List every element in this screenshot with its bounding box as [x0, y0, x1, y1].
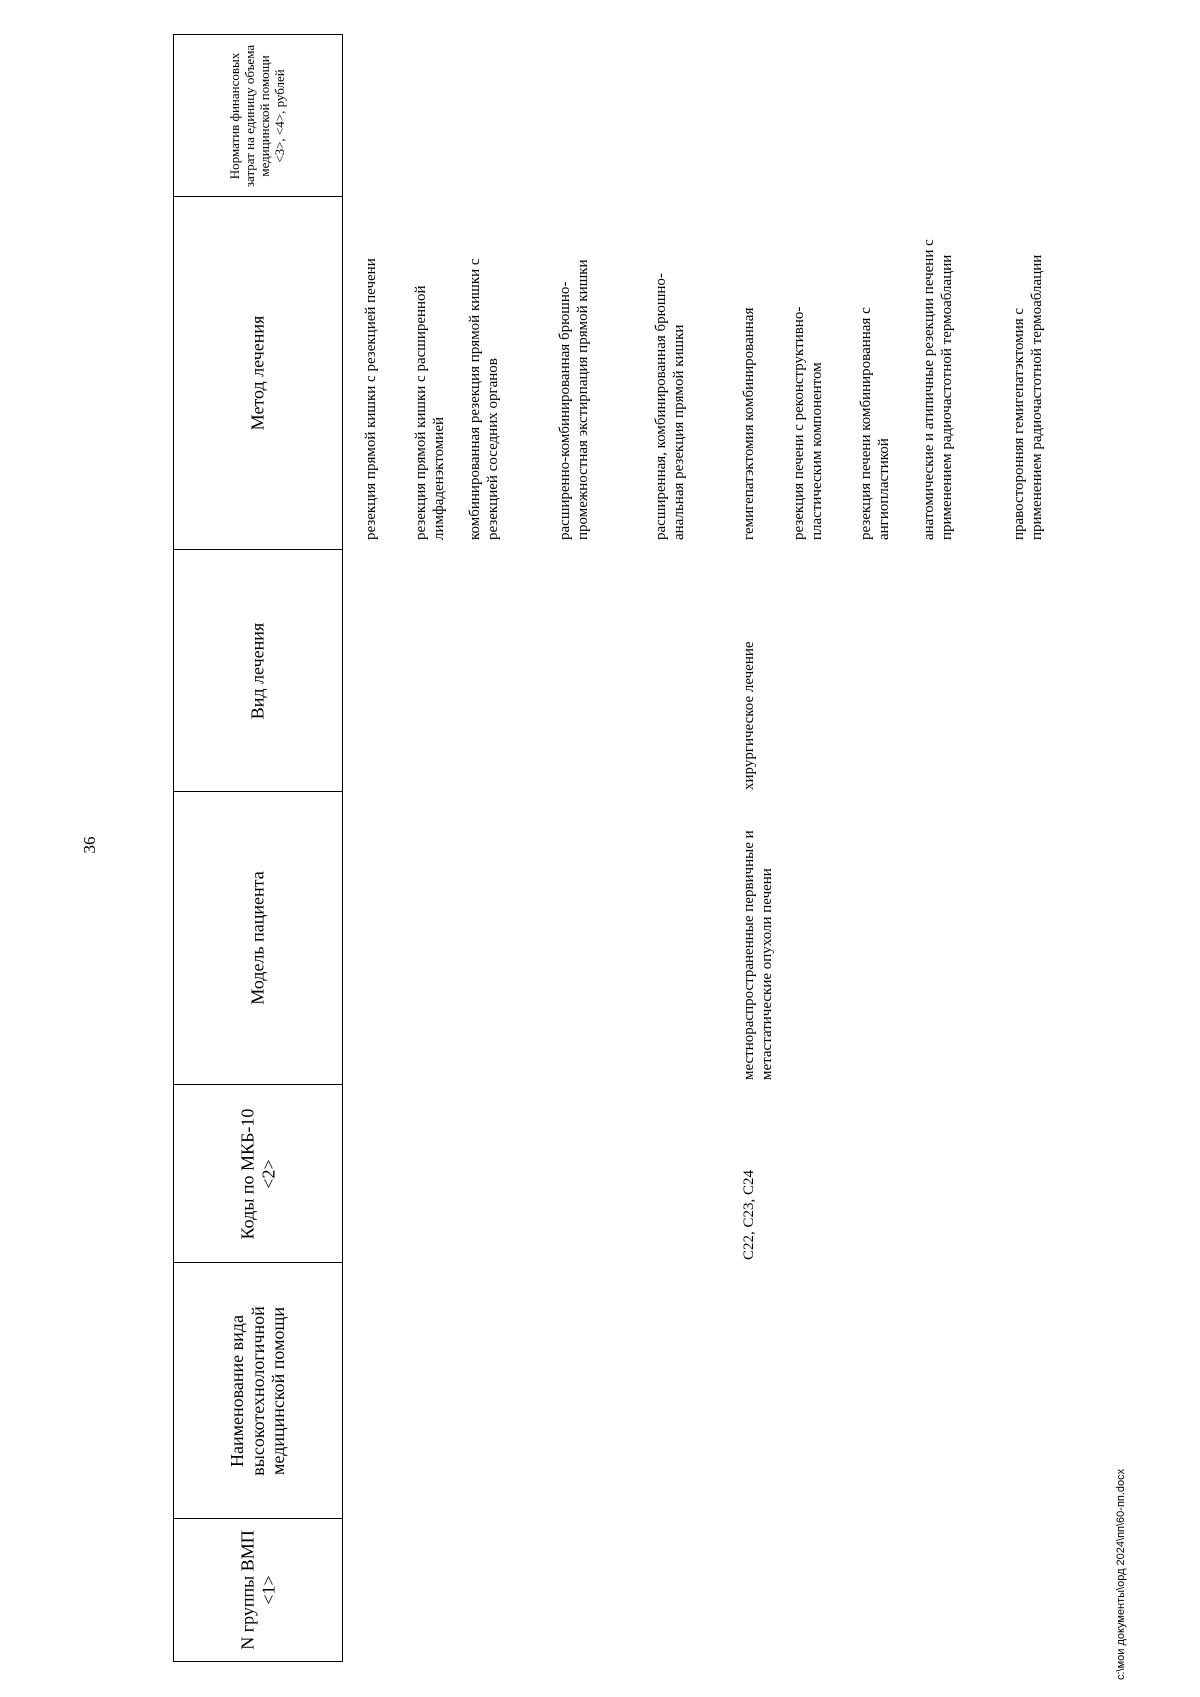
header-name-text: Наименование вида высокотехнологичной медицинской помощи: [226, 1305, 289, 1476]
header-type: [173, 549, 343, 792]
page-number: 36: [80, 836, 99, 854]
header-norm-text: Норматив финансовых затрат на единицу объема медицинской помощи <3>, <4>, рублей: [227, 44, 287, 187]
method-item: резекция прямой кишки с расширенной лимфаденэктомией: [413, 285, 447, 540]
method-item: комбинированная резекция прямой кишки с резекцией соседних органов: [467, 258, 501, 540]
footer-path: c:\мои документы\орд 2024\пп\60-пп.docx: [1115, 1468, 1127, 1680]
method-item: анатомические и атипичные резекции печени с применением радиочастотной термоаблации: [921, 239, 955, 540]
method-item: правосторонняя гемигепатэктомия с применением радиочастотной термоаблации: [1011, 254, 1045, 540]
method-item: расширенно-комбинированная брюшно-промежностная экстирпация прямой кишки: [557, 259, 591, 540]
header-group-no-text: N группы ВМП <1>: [237, 1530, 278, 1650]
row-model: местнораспространенные первичные и метастатические опухоли печени: [741, 830, 775, 1080]
header-name: [173, 1262, 343, 1519]
method-item: резекция печени комбинированная с ангиопластикой: [858, 307, 892, 540]
header-method-text: Метод лечения: [247, 315, 268, 431]
header-group-no: [173, 1518, 343, 1662]
method-item: расширенная, комбинированная брюшно-анальная резекция прямой кишки: [653, 273, 687, 540]
method-item: резекция печени с реконструктивно-пластическим компонентом: [791, 306, 825, 540]
row-type: хирургическое лечение: [741, 641, 757, 790]
method-item: гемигепатэктомия комбинированная: [741, 307, 757, 540]
header-model: [173, 791, 343, 1085]
method-item: резекция прямой кишки с резекцией печени: [363, 258, 379, 540]
row-codes: C22, C23, C24: [741, 1169, 757, 1260]
header-norm: [173, 34, 343, 197]
header-codes-text: Коды по МКБ-10 <2>: [237, 1108, 278, 1239]
header-codes: [173, 1084, 343, 1263]
header-method: [173, 196, 343, 550]
header-model-text: Модель пациента: [247, 871, 268, 1005]
header-type-text: Вид лечения: [247, 622, 268, 719]
